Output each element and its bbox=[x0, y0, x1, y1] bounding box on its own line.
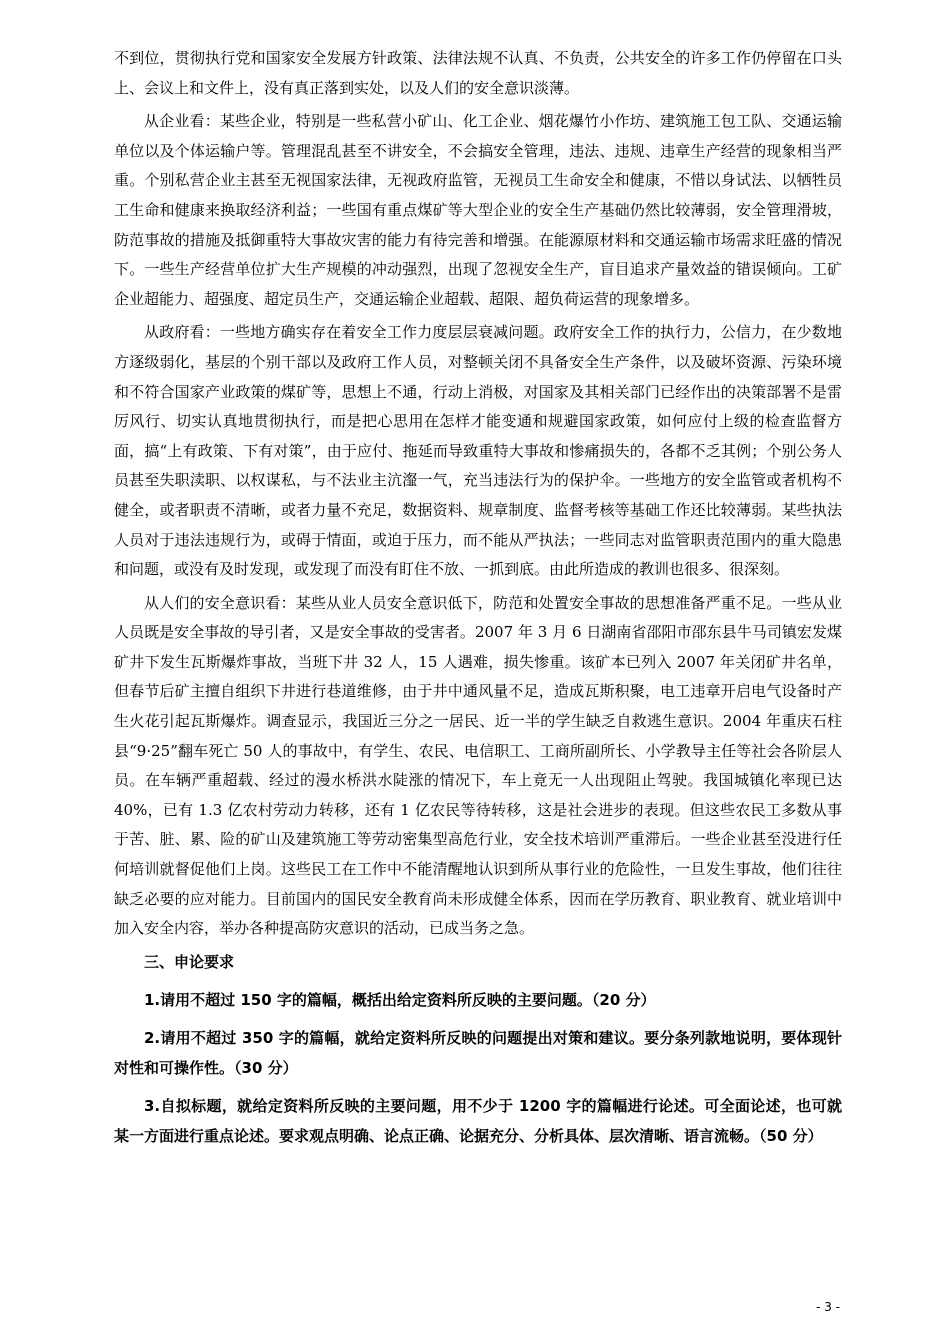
paragraph-enterprise: 从企业看：某些企业，特别是一些私营小矿山、化工企业、烟花爆竹小作坊、建筑施工包工队、交通运输单位以及个体运输户等。管理混乱甚至不讲安全，不会搞安全管理，违法、违规、违章生产经营的现象相当严重。个别私营企业主甚至无视国家法律，无视政府监管，无视员工生命安全和健康，不惜以身试法、以牺牲员工生命和健康来换取经济利益；一些国有重点煤矿等大型企业的安全生产基础仍然比较薄弱，安全管理滑坡，防范事故的措施及抵御重特大事故灾害的能力有待完善和增强。在能源原材料和交通运输市场需求旺盛的情况下。一些生产经营单位扩大生产规模的冲动强烈，出现了忽视安全生产，盲目追求产量效益的错误倾向。工矿企业超能力、超强度、超定员生产，交通运输企业超载、超限、超负荷运营的现象增多。 bbox=[114, 112, 842, 308]
requirement-item: 3.自拟标题，就给定资料所反映的主要问题，用不少于 1200 字的篇幅进行论述。可全面论述，也可就某一方面进行重点论述。要求观点明确、论点正确、论据充分、分析具体、层次清晰、语言流畅。（50 分） bbox=[114, 1097, 842, 1146]
requirement-item: 1.请用不超过 150 字的篇幅，概括出给定资料所反映的主要问题。（20 分） bbox=[144, 991, 656, 1010]
paragraph-continuation: 不到位，贯彻执行党和国家安全发展方针政策、法律法规不认真、不负责，公共安全的许多工作仍停留在口头上、会议上和文件上，没有真正落到实处，以及人们的安全意识淡薄。 bbox=[114, 49, 842, 97]
section-heading: 三、申论要求 bbox=[144, 952, 235, 971]
document-body bbox=[114, 44, 842, 1159]
paragraph-government: 从政府看：一些地方确实存在着安全工作力度层层衰减问题。政府安全工作的执行力，公信力，在少数地方逐级弱化，基层的个别干部以及政府工作人员，对整顿关闭不具备安全生产条件，以及破坏资源、污染环境和不符合国家产业政策的煤矿等，思想上不通，行动上消极，对国家及其相关部门已经作出的决策部署不是雷厉风行、切实认真地贯彻执行，而是把心思用在怎样才能变通和规避国家政策，如何应付上级的检查监督方面，搞“上有政策、下有对策”，由于应付、拖延而导致重特大事故和惨痛损失的，各都不乏其例；个别公务人员甚至失职渎职、以权谋私，与不法业主沆瀣一气，充当违法行为的保护伞。一些地方的安全监管或者机构不健全，或者职责不清晰，或者力量不充足，数据资料、规章制度、监督考核等基础工作还比较薄弱。某些执法人员对于违法违规行为，或碍于情面，或迫于压力，而不能从严执法；一些同志对监管职责范围内的重大隐患和问题，或没有及时发现，或发现了而没有盯住不放、一抓到底。由此所造成的教训也很多、很深刻。 bbox=[114, 323, 842, 579]
page-number: - 3 - bbox=[816, 1300, 840, 1314]
paragraph-safety-awareness: 从人们的安全意识看：某些从业人员安全意识低下，防范和处置安全事故的思想准备严重不足。一些从业人员既是安全事故的导引者，又是安全事故的受害者。2007 年 3 月 6 日湖南省邵阳市邵东县牛马司镇宏发煤矿井下发生瓦斯爆炸事故，当班下井 32 人，15 人遇难，损失惨重。该矿本已列入 2007 年关闭矿井名单，但春节后矿主擅自组织下井进行巷道维修，由于井中通风量不足，造成瓦斯积聚，电工违章开启电气设备时产生火花引起瓦斯爆炸。调查显示，我国近三分之一居民、近一半的学生缺乏自救逃生意识。2004 年重庆石柱县“9·25”翻车死亡 50 人的事故中，有学生、农民、电信职工、工商所副所长、小学教导主任等社会各阶层人员。在车辆严重超载、经过的漫水桥洪水陡涨的情况下，车上竟无一人出现阻止驾驶。我国城镇化率现已达 40%，已有 1.3 亿农村劳动力转移，还有 1 亿农民等待转移，这是社会进步的表现。但这些农民工多数从事于苦、脏、累、险的矿山及建筑施工等劳动密集型高危行业，安全技术培训严重滞后。一些企业甚至没进行任何培训就督促他们上岗。这些民工在工作中不能清醒地认识到所从事行业的危险性，一旦发生事故，他们往往缺乏必要的应对能力。目前国内的国民安全教育尚未形成健全体系，因而在学历教育、职业教育、就业培训中加入安全内容，举办各种提高防灾意识的活动，已成当务之急。 bbox=[114, 593, 842, 938]
requirement-item: 2.请用不超过 350 字的篇幅，就给定资料所反映的问题提出对策和建议。要分条列款地说明，要体现针对性和可操作性。（30 分） bbox=[114, 1029, 842, 1078]
